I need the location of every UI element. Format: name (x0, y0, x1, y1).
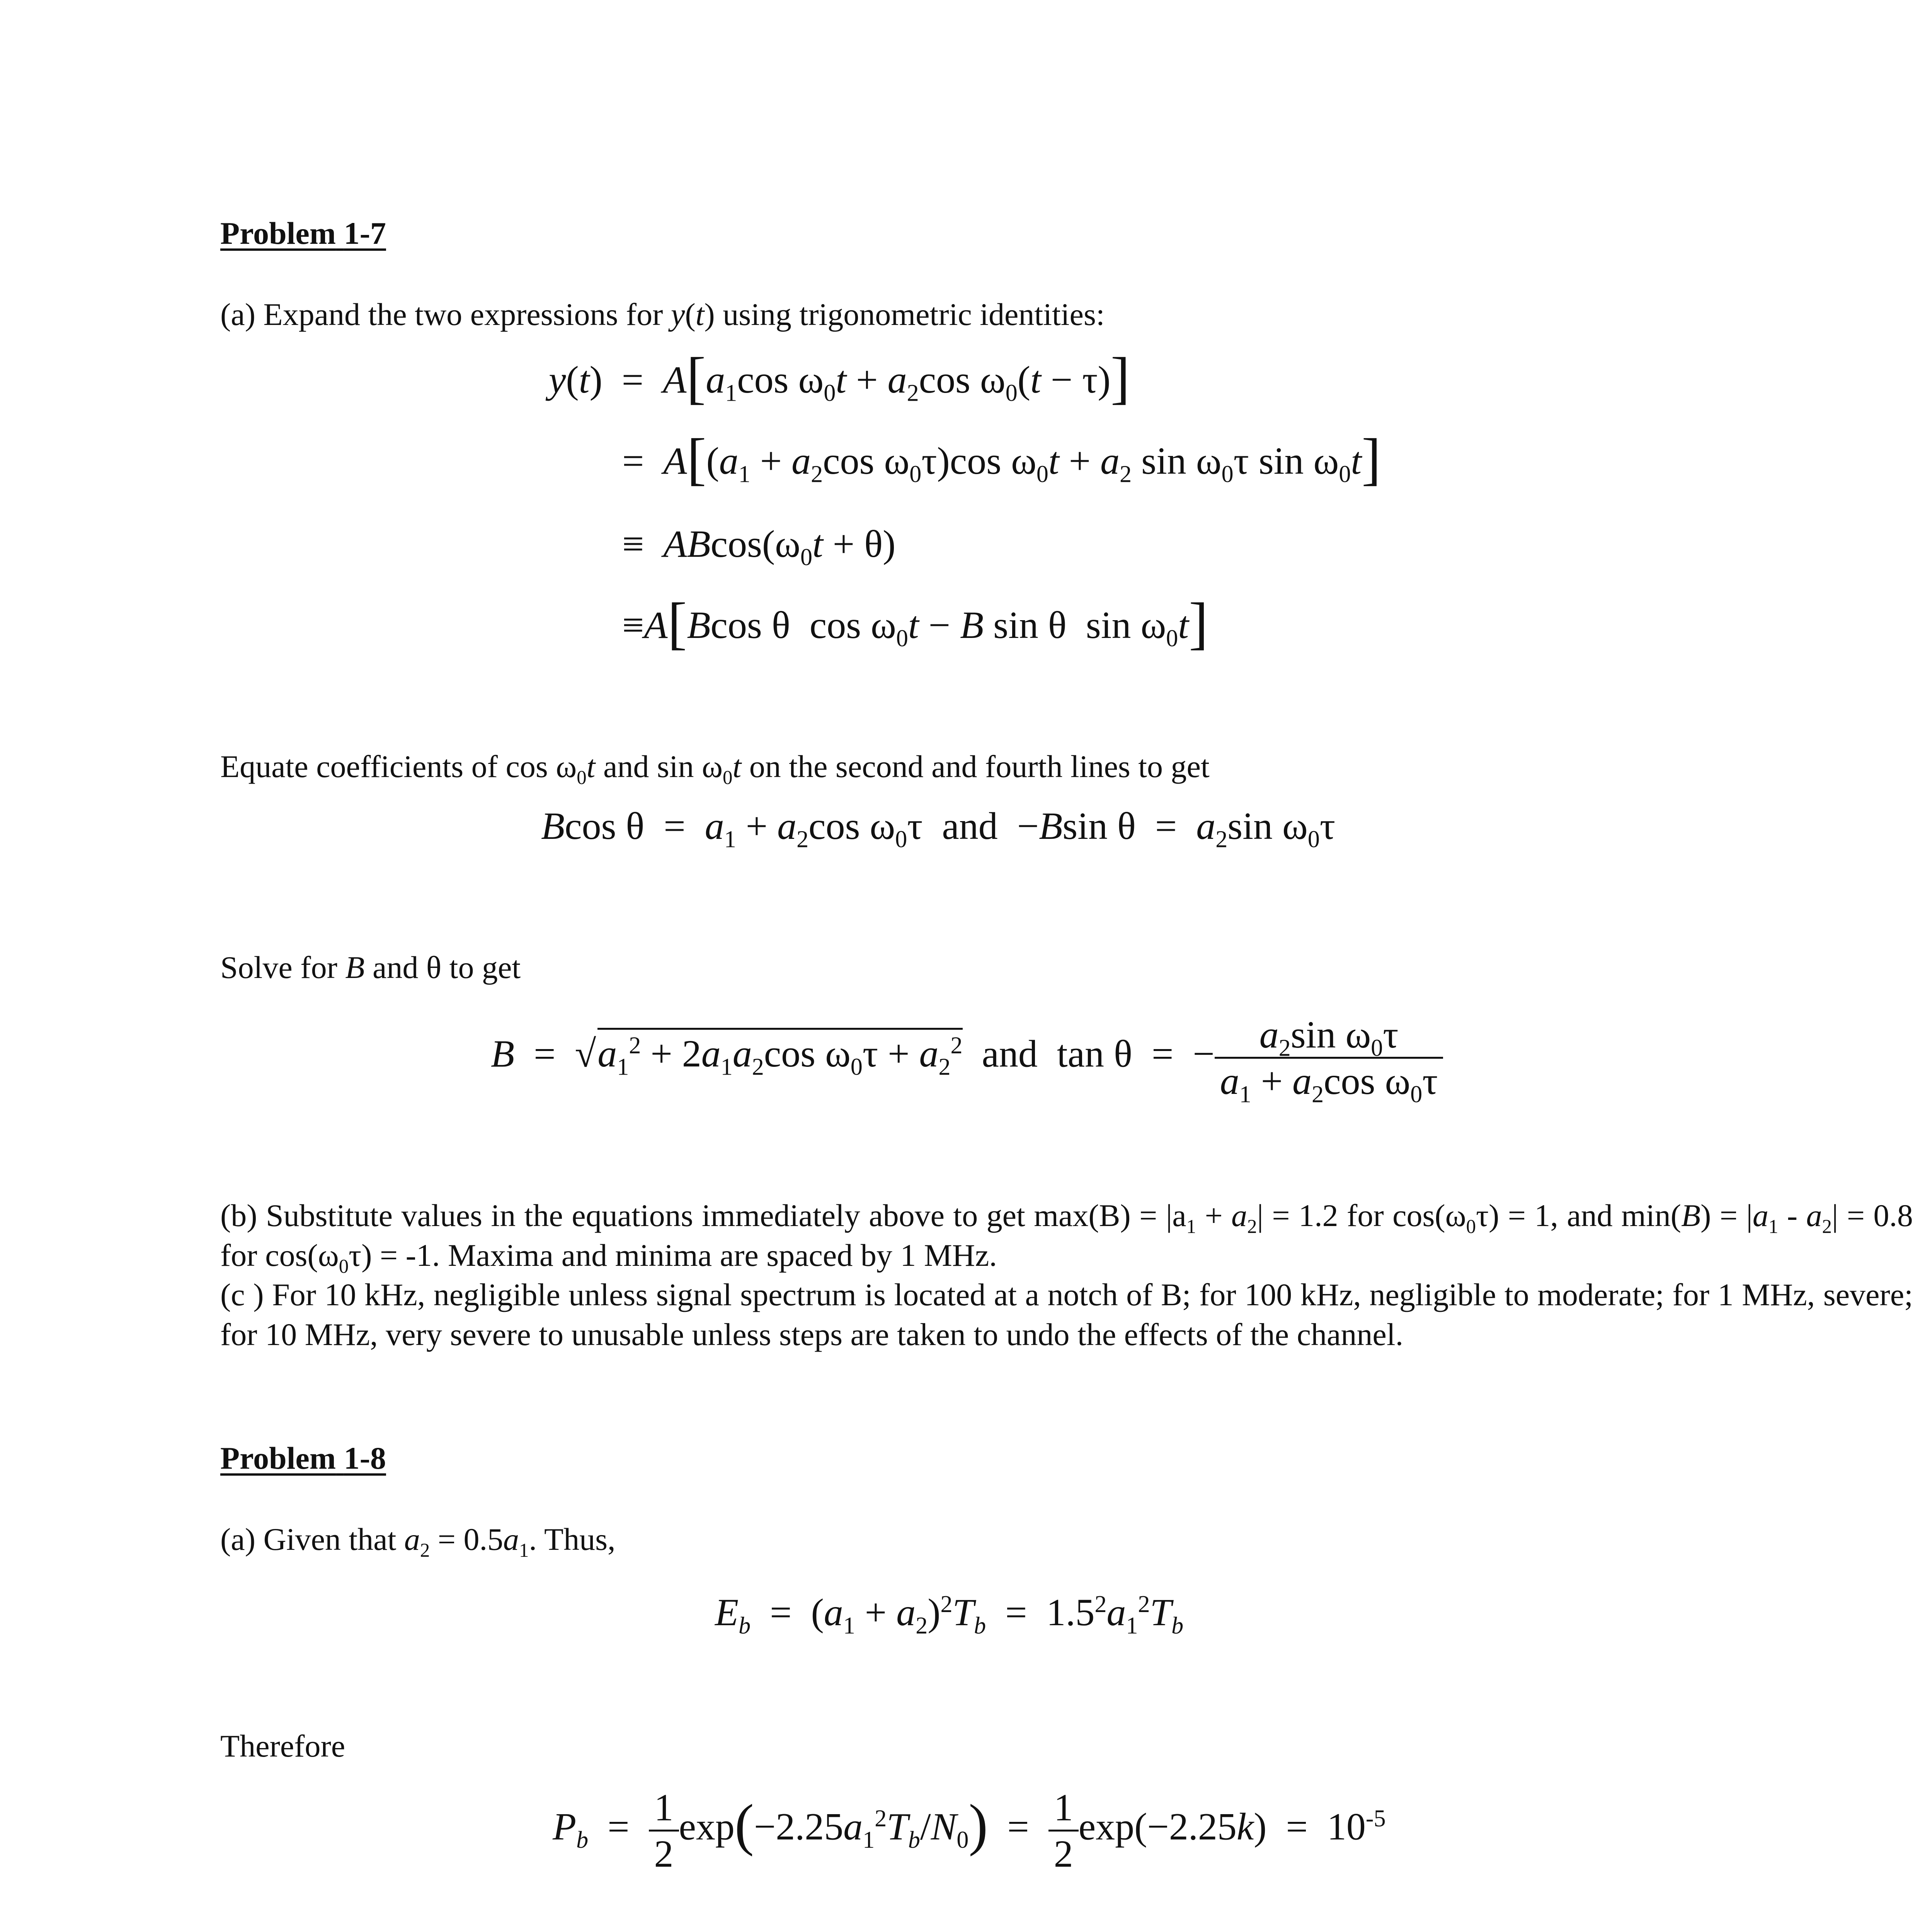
solve-sentence: Solve for B and θ to get (220, 950, 521, 985)
problem-1-8-part-a: (a) Given that $a_2 = 0.5a_1$. Thus, (220, 1522, 616, 1561)
problem-1-8-heading (220, 1439, 386, 1477)
part-c-text: (c ) For 10 kHz, negligible unless signal spectrum is located at a notch of B; for 100 kHz, negligible to moderate; for 1 MHz, severe; for 10 MHz, very severe to unusable unless steps are taken to undo the effects of the channel. (220, 1277, 1913, 1352)
parts-b-c-paragraph: (b) Substitute values in the equations immediately above to get $\max(B) = |a_1 + a_2| = 1.2$ for $\cos(\omega_0\tau) = 1$, and $\min(B) = |a_1 - a_2| = 0.8$ for $\cos(\omega_0\tau) = -1$. Maxima and minima are spaced by 1 MHz. (c ) For 10 kHz, negligible unless signal spectrum is located at a notch of B; for 100 kHz, negligible to moderate; for 1 MHz, severe; for 10 MHz, very severe to unusable unless steps are taken to undo the effects of the channel. (220, 1198, 1913, 1352)
heading-number: 1-7 (344, 216, 386, 251)
equation-b-theta: $B = √a_1^2 + 2a_1a_2\cos$ $\omega_0\tau + a_2^2$ and tan θ = − $\frac{a_2\sin \omega_0\tau}{a_1 + a_2\cos \omega_0\tau}$ (491, 1012, 1443, 1103)
part-a-thus: Thus, (544, 1522, 616, 1557)
part-a-text: (a) Expand the two expressions for (220, 297, 663, 332)
part-a-text-end: using trigonometric identities: (723, 297, 1105, 332)
therefore-label (220, 1727, 345, 1765)
equate-sentence: Equate coefficients of $\cos \omega_0t$ and $\sin \omega_0t$ on the second and fourth lines to get (220, 749, 1210, 788)
equation-line-1: $y(t) = A[a_1\cos$ $\omega_0t + a_2\cos$ $\omega_0(t - \tau)$] (549, 346, 1130, 410)
equation-line-2: = $A[(a_1 + a_2\cos$ $\omega_0\tau)\cos$ $\omega_0t + a_2$ $\sin \omega_0\tau$ $\sin \omega_0t$] (622, 427, 1381, 491)
part-a-intro: (a) Expand the two expressions for y(t) using trigonometric identities: (220, 297, 1105, 332)
heading-word: Problem (220, 216, 336, 251)
equation-coefficients: Bcos $\theta = a_1 + a_2\cos$ $\omega_0\tau$ and −Bsin $\theta = a_2\sin$ $\omega_0\tau$ (541, 804, 1336, 853)
equate-end: on the second and fourth lines to get (749, 749, 1210, 784)
equate-mid: and sin ω (603, 749, 723, 784)
heading-word: Problem (220, 1440, 336, 1476)
heading-number: 1-8 (344, 1440, 386, 1476)
part-b-text-2: for cos(ω (1347, 1198, 1466, 1233)
equation-line-3: ≡ $ABcos(\omega_0t + \theta)$ (622, 522, 896, 571)
solve-text: Solve for (220, 950, 337, 985)
part-b-text-1: (b) Substitute values in the equations immediately above to get max(B) = |a (220, 1198, 1186, 1233)
part-a-given: (a) Given that (220, 1522, 397, 1557)
therefore-text: Therefore (220, 1728, 345, 1764)
solve-and: and θ to get (373, 950, 521, 985)
problem-1-7-heading (220, 214, 386, 252)
part-b-text-3: Maxima and minima are spaced by 1 MHz. (448, 1237, 997, 1273)
equation-eb: $E_b = (a_1 + a_2)^2T_b = 1.5^2a_1^2T_b$ (715, 1591, 1184, 1639)
equation-pb: $P_b$ = $\frac{1}{2}$ $\exp(-2.25a_1^2T_b/N_0)$ = $\frac{1}{2}$ $\exp(-2.25k) = 10^{-5}$ (553, 1786, 1386, 1875)
equate-text: Equate coefficients of cos ω (220, 749, 577, 784)
equation-line-4: ≡A[Bcos θ $\cos \omega_0t - B$ sin θ $\sin \omega_0t$] (622, 591, 1208, 655)
